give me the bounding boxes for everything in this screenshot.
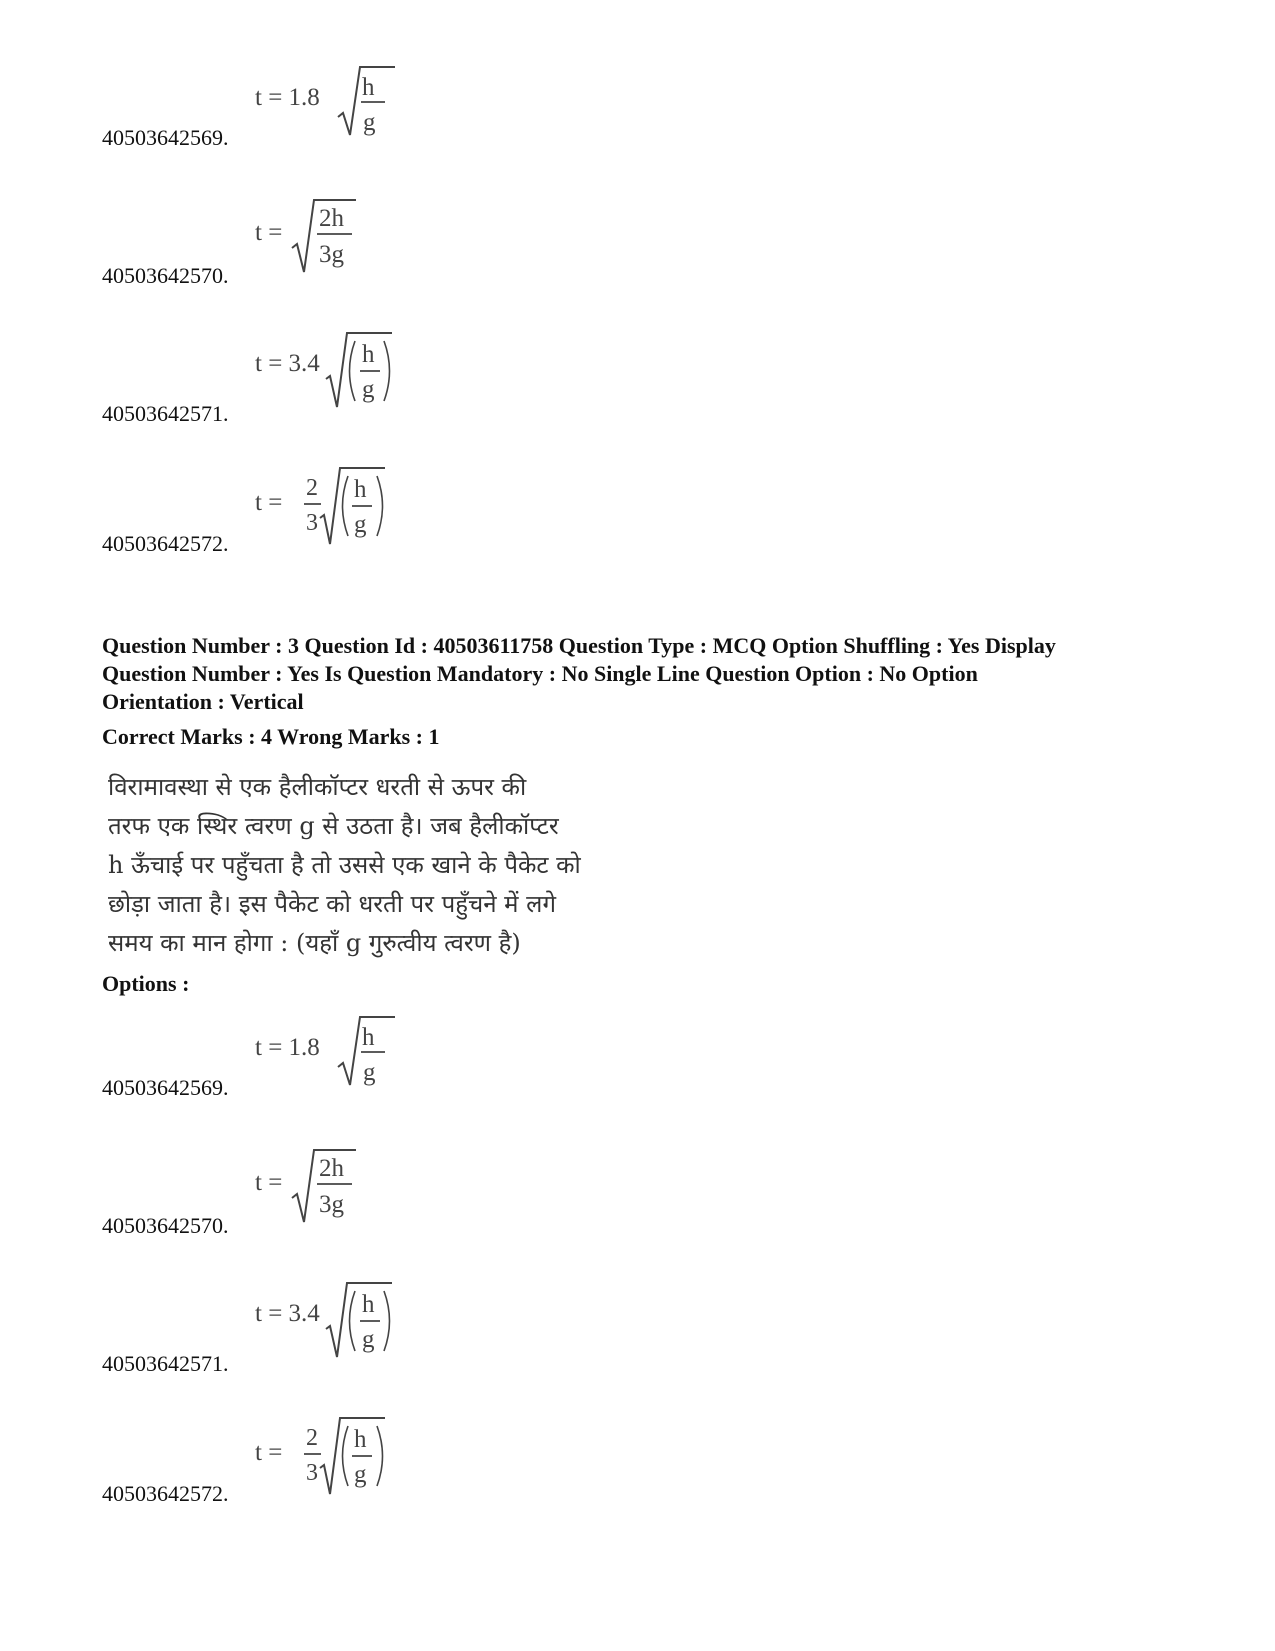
svg-text:g: g [363, 1059, 376, 1086]
option-id: 40503642572. [102, 1481, 229, 1506]
svg-text:g: g [354, 1461, 367, 1488]
formula-option-b [250, 1140, 410, 1240]
svg-text:3g: 3g [319, 1191, 344, 1218]
options-label: Options : [102, 971, 190, 996]
svg-text:t = 3.4: t = 3.4 [255, 350, 320, 377]
option-id: 40503642569. [102, 125, 229, 150]
option-id: 40503642569. [102, 1075, 229, 1100]
formula-option-d [250, 460, 410, 560]
svg-text:g: g [363, 109, 376, 136]
question-text [108, 768, 608, 963]
svg-text:h: h [362, 341, 375, 368]
svg-text:2: 2 [306, 475, 318, 501]
formula-option-b [250, 190, 410, 290]
question-text-line: तरफ एक स्थिर त्वरण g से उठता है। जब हैलीकॉप्टर [108, 812, 559, 840]
option-id: 40503642570. [102, 1213, 229, 1238]
question-meta-line-3: Orientation : Vertical [102, 689, 304, 714]
svg-text:h: h [362, 74, 375, 101]
svg-text:3: 3 [306, 510, 318, 536]
question-text-line: समय का मान होगा : (यहाँ g गुरुत्वीय त्वरण है) [108, 929, 521, 957]
question-text-line: विरामावस्था से एक हैलीकॉप्टर धरती से ऊपर की [108, 773, 527, 801]
svg-text:t = 1.8: t = 1.8 [255, 1034, 320, 1061]
formula-option-a [250, 1005, 410, 1105]
question-meta-line-2: Question Number : Yes Is Question Mandatory : No Single Line Question Option : No Option [102, 661, 978, 686]
svg-text:3g: 3g [319, 241, 344, 268]
svg-text:t = 3.4: t = 3.4 [255, 1300, 320, 1327]
svg-text:g: g [354, 511, 367, 538]
svg-text:h: h [354, 476, 367, 503]
formula-option-c [250, 325, 410, 425]
svg-text:t = 1.8: t = 1.8 [255, 84, 320, 111]
option-id: 40503642571. [102, 1351, 229, 1376]
svg-text:t =: t = [255, 1439, 283, 1466]
question-meta-line-1: Question Number : 3 Question Id : 40503611758 Question Type : MCQ Option Shuffling : Yes Display [102, 633, 1056, 658]
svg-text:h: h [354, 1426, 367, 1453]
svg-text:g: g [362, 376, 375, 403]
svg-text:h: h [362, 1291, 375, 1318]
svg-text:t =: t = [255, 1169, 283, 1196]
svg-text:t =: t = [255, 219, 283, 246]
svg-text:2h: 2h [319, 205, 344, 232]
option-id: 40503642571. [102, 401, 229, 426]
formula-option-d [250, 1410, 410, 1510]
question-marks: Correct Marks : 4 Wrong Marks : 1 [102, 724, 440, 749]
question-text-line: छोड़ा जाता है। इस पैकेट को धरती पर पहुँचने में लगे [108, 890, 556, 918]
svg-text:3: 3 [306, 1460, 318, 1486]
svg-text:t =: t = [255, 489, 283, 516]
svg-text:g: g [362, 1326, 375, 1353]
formula-option-a [250, 55, 410, 155]
svg-text:h: h [362, 1024, 375, 1051]
formula-option-c [250, 1275, 410, 1375]
question-text-line: h ऊँचाई पर पहुँचता है तो उससे एक खाने के पैकेट को [108, 851, 581, 879]
svg-text:2: 2 [306, 1425, 318, 1451]
option-id: 40503642570. [102, 263, 229, 288]
svg-text:2h: 2h [319, 1155, 344, 1182]
option-id: 40503642572. [102, 531, 229, 556]
